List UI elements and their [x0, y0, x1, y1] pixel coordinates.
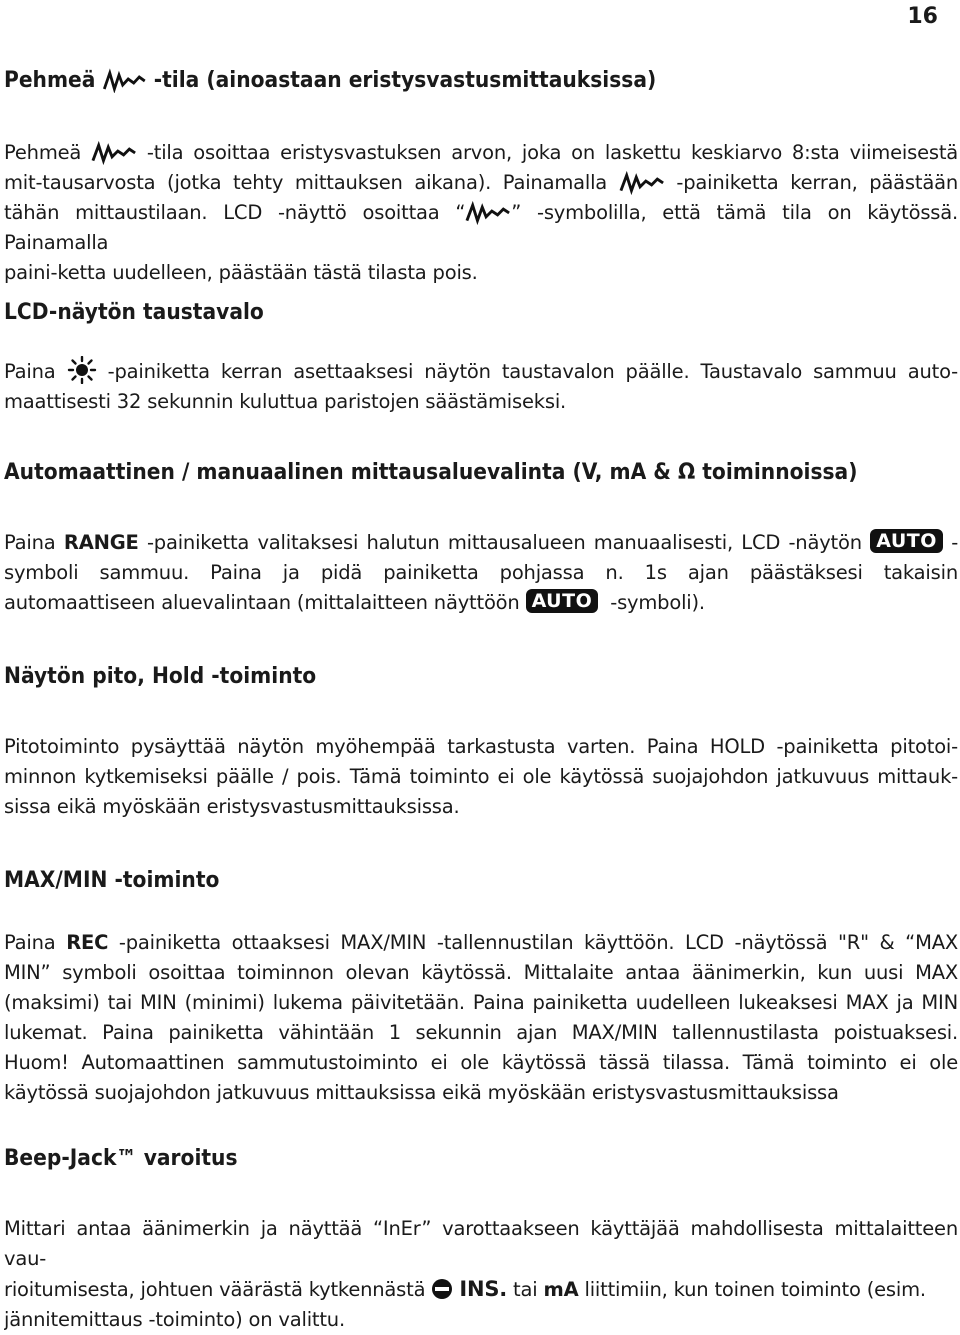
- hold-paragraph: [4, 732, 958, 822]
- soft-wave-icon: [465, 199, 511, 225]
- rec-key: REC: [66, 931, 109, 954]
- ma-key: mA: [543, 1278, 579, 1301]
- range-line-3: automaattiseen aluevalintaan (mittalaitteen näyttöön AUTO -symboli).: [4, 590, 705, 614]
- maxmin-line-4: lukemat. Paina painiketta vähintään 1 sekunnin ajan MAX/MIN tallennustilasta poistuaksesi.: [4, 1021, 958, 1044]
- ins-label: INS.: [459, 1277, 508, 1301]
- range-key: RANGE: [63, 531, 139, 554]
- beepjack-line-3: jännitemittaus -toiminto) on valittu.: [4, 1308, 345, 1331]
- backlight-section: [4, 298, 958, 417]
- hold-line-2: minnon kytkemiseksi päälle / pois. Tämä toiminto ei ole käytössä suojajohdon jatkuvuus mittauk-: [4, 765, 958, 788]
- soft-mode-line-2: mit-tausarvosta (jotka tehty mittauksen aikana). Painamalla -painiketta kerran, päästään: [4, 171, 958, 194]
- maxmin-paragraph: [4, 928, 958, 1108]
- beepjack-line-1: Mittari antaa äänimerkin ja näyttää “InEr” varottaakseen käyttäjää mahdollisesta mittalaitteen vau-: [4, 1217, 958, 1270]
- maxmin-line-6: käytössä suojajohdon jatkuvuus mittauksissa eikä myöskään eristysvastusmittauksissa: [4, 1081, 839, 1104]
- page-number: 16: [907, 4, 938, 29]
- hold-line-1: Pitotoiminto pysäyttää näytön myöhempää tarkastusta varten. Paina HOLD -painiketta pitotoi-: [4, 735, 958, 758]
- auto-badge: AUTO: [526, 589, 599, 613]
- maxmin-line-2: MIN” symboli osoittaa toiminnon olevan käytössä. Mittalaite antaa äänimerkin, kun uusi MAX: [4, 961, 958, 984]
- soft-mode-line-1: Pehmeä -tila osoittaa eristysvastuksen arvon, joka on laskettu keskiarvo 8:sta viimeisestä: [4, 141, 959, 164]
- soft-wave-icon: [91, 139, 137, 165]
- beepjack-line-2: rioitumisesta, johtuen väärästä kytkennästä INS. tai mA liittimiin, kun toinen toiminto (esim.: [4, 1277, 926, 1301]
- range-line-2: symboli sammuu. Paina ja pidä painiketta pohjassa n. 1s ajan päästäksesi takaisin: [4, 561, 958, 584]
- maxmin-heading: MAX/MIN -toiminto: [4, 868, 220, 893]
- beepjack-section: [4, 1144, 958, 1335]
- range-line-1: Paina RANGE -painiketta valitaksesi halutun mittausalueen manuaalisesti, LCD -näytön AUTO -: [4, 530, 959, 554]
- maxmin-line-1: Paina REC -painiketta ottaaksesi MAX/MIN -tallennustilan käyttöön. LCD -näytössä "R" & “MAX: [4, 931, 958, 954]
- beepjack-paragraph: [4, 1214, 958, 1335]
- minus-circle-icon: [431, 1278, 453, 1300]
- range-section: [4, 458, 958, 618]
- auto-badge: AUTO: [870, 529, 943, 553]
- hold-heading: Näytön pito, Hold -toiminto: [4, 664, 317, 689]
- soft-wave-icon: [103, 67, 147, 93]
- soft-mode-title-end: -tila (ainoastaan eristysvastusmittauksissa): [153, 68, 657, 93]
- beepjack-heading: Beep-Jack™ varoitus: [4, 1146, 238, 1171]
- hold-section: [4, 662, 958, 822]
- backlight-line-2: maattisesti 32 sekunnin kuluttua paristojen säästämiseksi.: [4, 390, 567, 413]
- maxmin-line-5: Huom! Automaattinen sammutustoiminto ei ole käytössä tässä tilassa. Tämä toiminto ei ole: [4, 1051, 958, 1074]
- soft-mode-line-4: paini-ketta uudelleen, päästään tästä tilasta pois.: [4, 261, 478, 284]
- soft-mode-section: [4, 66, 958, 288]
- soft-wave-icon: [619, 169, 665, 195]
- backlight-heading: LCD-näytön taustavalo: [4, 300, 264, 325]
- soft-mode-paragraph: [4, 138, 958, 288]
- backlight-line-1: Paina -painiketta kerran asettaaksesi näytön taustavalon päälle. Taustavalo sammuu auto-: [4, 356, 958, 387]
- range-paragraph: [4, 528, 958, 618]
- sun-icon: [67, 356, 97, 384]
- backlight-paragraph: [4, 356, 958, 417]
- soft-mode-heading: [4, 66, 882, 96]
- maxmin-line-3: (maksimi) tai MIN (minimi) lukema päivitetään. Paina painiketta uudelleen lukeaksesi MAX ja MIN: [4, 991, 958, 1014]
- maxmin-section: [4, 866, 958, 1108]
- soft-mode-line-3: tähän mittaustilaan. LCD -näyttö osoittaa “ ” -symbolilla, että tämä tila on käytössä. Painamalla: [4, 201, 958, 254]
- range-heading: Automaattinen / manuaalinen mittausaluevalinta (V, mA & Ω toiminnoissa): [4, 460, 858, 485]
- soft-mode-title-start: Pehmeä: [4, 68, 96, 93]
- hold-line-3: sissa eikä myöskään eristysvastusmittauksissa.: [4, 795, 460, 818]
